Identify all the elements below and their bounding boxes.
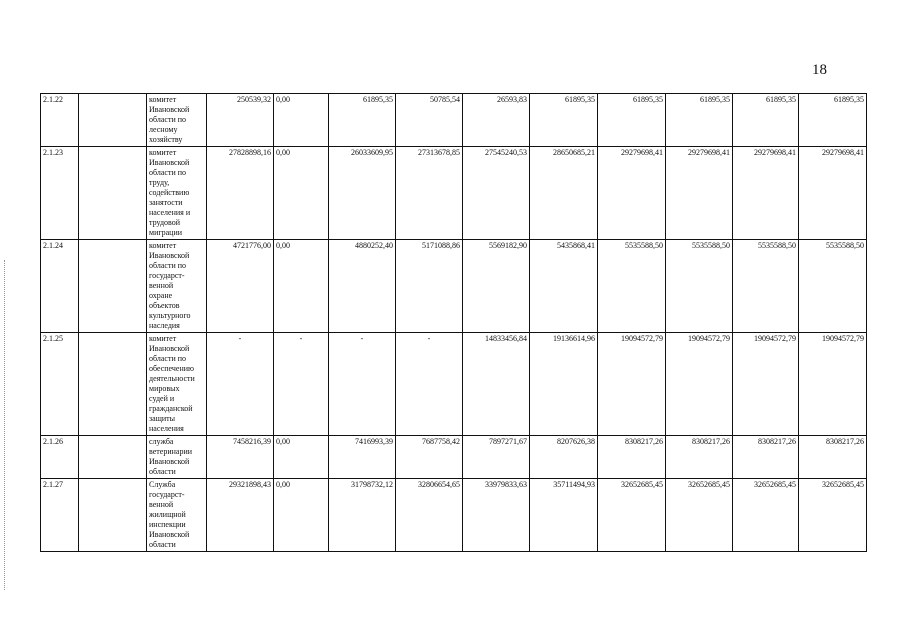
table-row — [41, 147, 867, 240]
value-cell: 0,00 — [274, 479, 329, 552]
value-cell: 5535588,50 — [799, 240, 867, 333]
name-line: мировых — [149, 384, 180, 393]
name-line: области по — [149, 261, 187, 270]
row-organization-name — [147, 240, 207, 333]
name-line: комитет — [149, 334, 177, 343]
name-line: миграции — [149, 228, 183, 237]
budget-table-container — [40, 93, 867, 552]
name-line: обеспечению — [149, 364, 195, 373]
name-line: комитет — [149, 241, 177, 250]
value-cell: 0,00 — [274, 147, 329, 240]
name-line: лесному — [149, 125, 178, 134]
name-line: области — [149, 467, 176, 476]
value-cell: 8308217,26 — [799, 436, 867, 479]
value-cell: 61895,35 — [666, 94, 733, 147]
value-cell: 0,00 — [274, 240, 329, 333]
empty-cell — [79, 147, 147, 240]
value-cell: 61895,35 — [329, 94, 396, 147]
name-line: области по — [149, 354, 187, 363]
name-line: наследия — [149, 321, 180, 330]
value-cell: 32652685,45 — [799, 479, 867, 552]
value-cell: 7687758,42 — [396, 436, 463, 479]
value-cell: 33979833,63 — [463, 479, 530, 552]
value-cell: 35711494,93 — [530, 479, 598, 552]
name-line: судей и — [149, 394, 175, 403]
budget-table-body — [41, 94, 867, 552]
value-cell: 29279698,41 — [733, 147, 799, 240]
value-cell: 32652685,45 — [733, 479, 799, 552]
value-cell: 19136614,96 — [530, 333, 598, 436]
name-line: объектов — [149, 301, 180, 310]
empty-cell — [79, 436, 147, 479]
name-line: защиты — [149, 414, 176, 423]
table-row — [41, 333, 867, 436]
name-line: Ивановской — [149, 530, 190, 539]
table-row — [41, 240, 867, 333]
name-line: Ивановской — [149, 344, 190, 353]
row-organization-name — [147, 436, 207, 479]
name-line: деятельности — [149, 374, 195, 383]
value-cell: 28650685,21 — [530, 147, 598, 240]
value-cell: 27828898,16 — [207, 147, 274, 240]
row-code: 2.1.22 — [41, 94, 79, 147]
value-cell: 8308217,26 — [598, 436, 666, 479]
value-cell: 29279698,41 — [666, 147, 733, 240]
name-line: Ивановской — [149, 158, 190, 167]
name-line: государст- — [149, 271, 185, 280]
name-line: Ивановской — [149, 105, 190, 114]
value-cell: 26593,83 — [463, 94, 530, 147]
value-cell: 32806654,65 — [396, 479, 463, 552]
value-cell: 8308217,26 — [733, 436, 799, 479]
name-line: населения — [149, 424, 184, 433]
empty-cell — [79, 333, 147, 436]
value-cell: 5569182,90 — [463, 240, 530, 333]
value-cell: 7458216,39 — [207, 436, 274, 479]
name-line: охране — [149, 291, 173, 300]
name-line: государст- — [149, 490, 185, 499]
empty-cell — [79, 94, 147, 147]
value-cell: 5535588,50 — [733, 240, 799, 333]
table-row — [41, 94, 867, 147]
value-cell: 61895,35 — [530, 94, 598, 147]
name-line: области — [149, 540, 176, 549]
name-line: инспекции — [149, 520, 186, 529]
value-cell: 27545240,53 — [463, 147, 530, 240]
row-code: 2.1.23 — [41, 147, 79, 240]
name-line: гражданской — [149, 404, 193, 413]
value-cell: 0,00 — [274, 94, 329, 147]
value-cell: 50785,54 — [396, 94, 463, 147]
value-cell: - — [396, 333, 463, 436]
name-line: хозяйству — [149, 135, 183, 144]
name-line: служба — [149, 437, 174, 446]
name-line: ветеринарии — [149, 447, 193, 456]
empty-cell — [79, 479, 147, 552]
value-cell: 4721776,00 — [207, 240, 274, 333]
page-number: 18 — [812, 62, 827, 78]
value-cell: 5535588,50 — [598, 240, 666, 333]
value-cell: 250539,32 — [207, 94, 274, 147]
value-cell: 19094572,79 — [799, 333, 867, 436]
row-code: 2.1.26 — [41, 436, 79, 479]
value-cell: 29279698,41 — [598, 147, 666, 240]
name-line: населения и — [149, 208, 191, 217]
name-line: комитет — [149, 148, 177, 157]
value-cell: 4880252,40 — [329, 240, 396, 333]
name-line: Служба — [149, 480, 176, 489]
row-code: 2.1.25 — [41, 333, 79, 436]
value-cell: 7416993,39 — [329, 436, 396, 479]
value-cell: 5171088,86 — [396, 240, 463, 333]
value-cell: 8308217,26 — [666, 436, 733, 479]
name-line: венной — [149, 281, 174, 290]
value-cell: 61895,35 — [733, 94, 799, 147]
table-row — [41, 436, 867, 479]
row-code: 2.1.27 — [41, 479, 79, 552]
row-organization-name — [147, 147, 207, 240]
name-line: комитет — [149, 95, 177, 104]
name-line: области по — [149, 115, 187, 124]
value-cell: - — [329, 333, 396, 436]
value-cell: 19094572,79 — [733, 333, 799, 436]
value-cell: 8207626,38 — [530, 436, 598, 479]
value-cell: 29321898,43 — [207, 479, 274, 552]
empty-cell — [79, 240, 147, 333]
value-cell: 14833456,84 — [463, 333, 530, 436]
value-cell: 7897271,67 — [463, 436, 530, 479]
row-organization-name — [147, 333, 207, 436]
name-line: труду, — [149, 178, 170, 187]
table-row — [41, 479, 867, 552]
name-line: занятости — [149, 198, 183, 207]
row-organization-name — [147, 479, 207, 552]
name-line: области по — [149, 168, 187, 177]
value-cell: 19094572,79 — [598, 333, 666, 436]
name-line: содействию — [149, 188, 190, 197]
row-code: 2.1.24 — [41, 240, 79, 333]
value-cell: 61895,35 — [799, 94, 867, 147]
value-cell: - — [207, 333, 274, 436]
scan-margin-marks — [4, 260, 7, 590]
value-cell: 32652685,45 — [666, 479, 733, 552]
name-line: культурного — [149, 311, 191, 320]
value-cell: 61895,35 — [598, 94, 666, 147]
name-line: Ивановской — [149, 457, 190, 466]
value-cell: 32652685,45 — [598, 479, 666, 552]
value-cell: 31798732,12 — [329, 479, 396, 552]
budget-table — [40, 93, 867, 552]
value-cell: 19094572,79 — [666, 333, 733, 436]
name-line: трудовой — [149, 218, 181, 227]
value-cell: 27313678,85 — [396, 147, 463, 240]
name-line: Ивановской — [149, 251, 190, 260]
value-cell: 5535588,50 — [666, 240, 733, 333]
value-cell: 0,00 — [274, 436, 329, 479]
name-line: венной — [149, 500, 174, 509]
value-cell: 5435868,41 — [530, 240, 598, 333]
value-cell: - — [274, 333, 329, 436]
value-cell: 29279698,41 — [799, 147, 867, 240]
name-line: жилищной — [149, 510, 186, 519]
row-organization-name — [147, 94, 207, 147]
value-cell: 26033609,95 — [329, 147, 396, 240]
